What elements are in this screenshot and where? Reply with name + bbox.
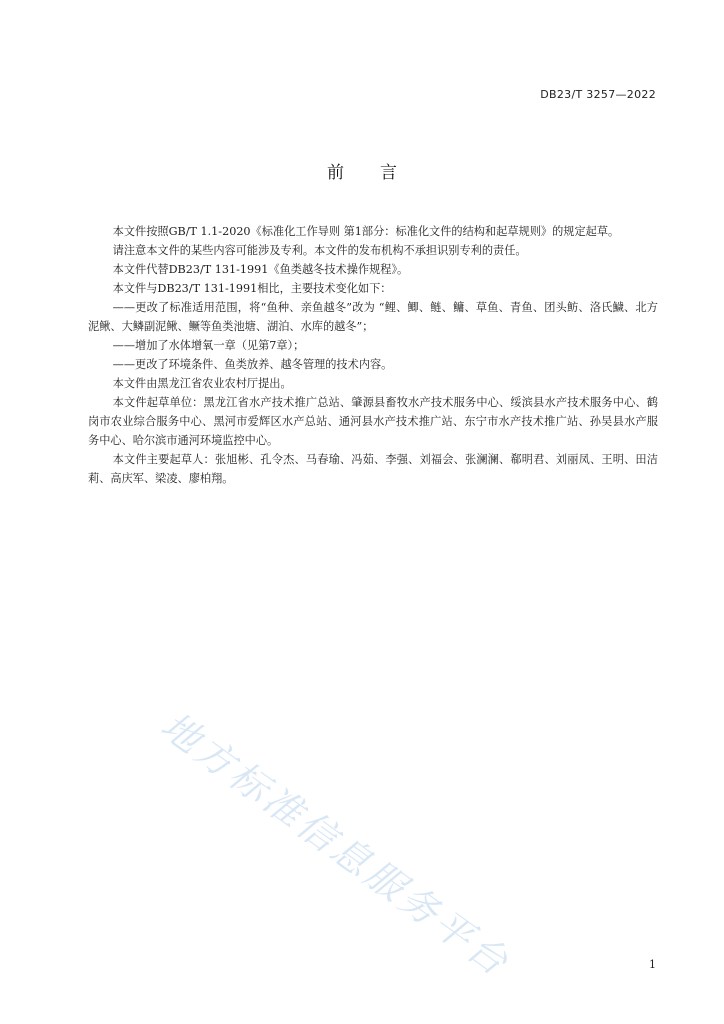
foreword-body — [88, 222, 658, 488]
paragraph-drafters: 本文件主要起草人：张旭彬、孔令杰、马春瑜、冯茹、李强、刘福会、张澜澜、郗明君、刘丽凤、王明、田洁莉、高庆军、梁凌、廖柏翔。 — [88, 453, 658, 485]
paragraph-changes-intro: 本文件与DB23/T 131-1991相比，主要技术变化如下： — [112, 282, 392, 295]
page-number: 1 — [649, 958, 656, 971]
paragraph-change-technical: ——更改了环境条件、鱼类放养、越冬管理的技术内容。 — [112, 358, 393, 371]
paragraph-drafting-units: 本文件起草单位：黑龙江省水产技术推广总站、肇源县畜牧水产技术服务中心、绥滨县水产技术服务中心、鹤岗市农业综合服务中心、黑河市爱辉区水产总站、通河县水产技术推广站、东宁市水产技术推广站、孙吴县水产服务中心、哈尔滨市通河环境监控中心。 — [88, 396, 658, 447]
paragraph-change-oxygen: ——增加了水体增氧一章（见第7章）； — [112, 339, 305, 352]
document-code: DB23/T 3257—2022 — [540, 88, 656, 101]
watermark: 地方标准信息服务平台 — [152, 703, 519, 986]
paragraph-replaces: 本文件代替DB23/T 131-1991《鱼类越冬技术操作规程》。 — [112, 263, 409, 276]
paragraph-proposer: 本文件由黑龙江省农业农村厅提出。 — [112, 377, 292, 390]
section-heading: 前言 — [327, 163, 433, 183]
paragraph-patent-notice: 请注意本文件的某些内容可能涉及专利。本文件的发布机构不承担识别专利的责任。 — [112, 244, 527, 257]
paragraph-change-scope: ——更改了标准适用范围，将“鱼种、亲鱼越冬”改为 “鲤、鲫、鲢、鳙、草鱼、青鱼、团头鲂、洛氏鱥、北方泥鳅、大鳞副泥鳅、鳜等鱼类池塘、湖泊、水库的越冬”； — [88, 301, 658, 333]
paragraph-drafting-rules: 本文件按照GB/T 1.1-2020《标准化工作导则 第1部分：标准化文件的结构和起草规则》的规定起草。 — [112, 225, 620, 238]
